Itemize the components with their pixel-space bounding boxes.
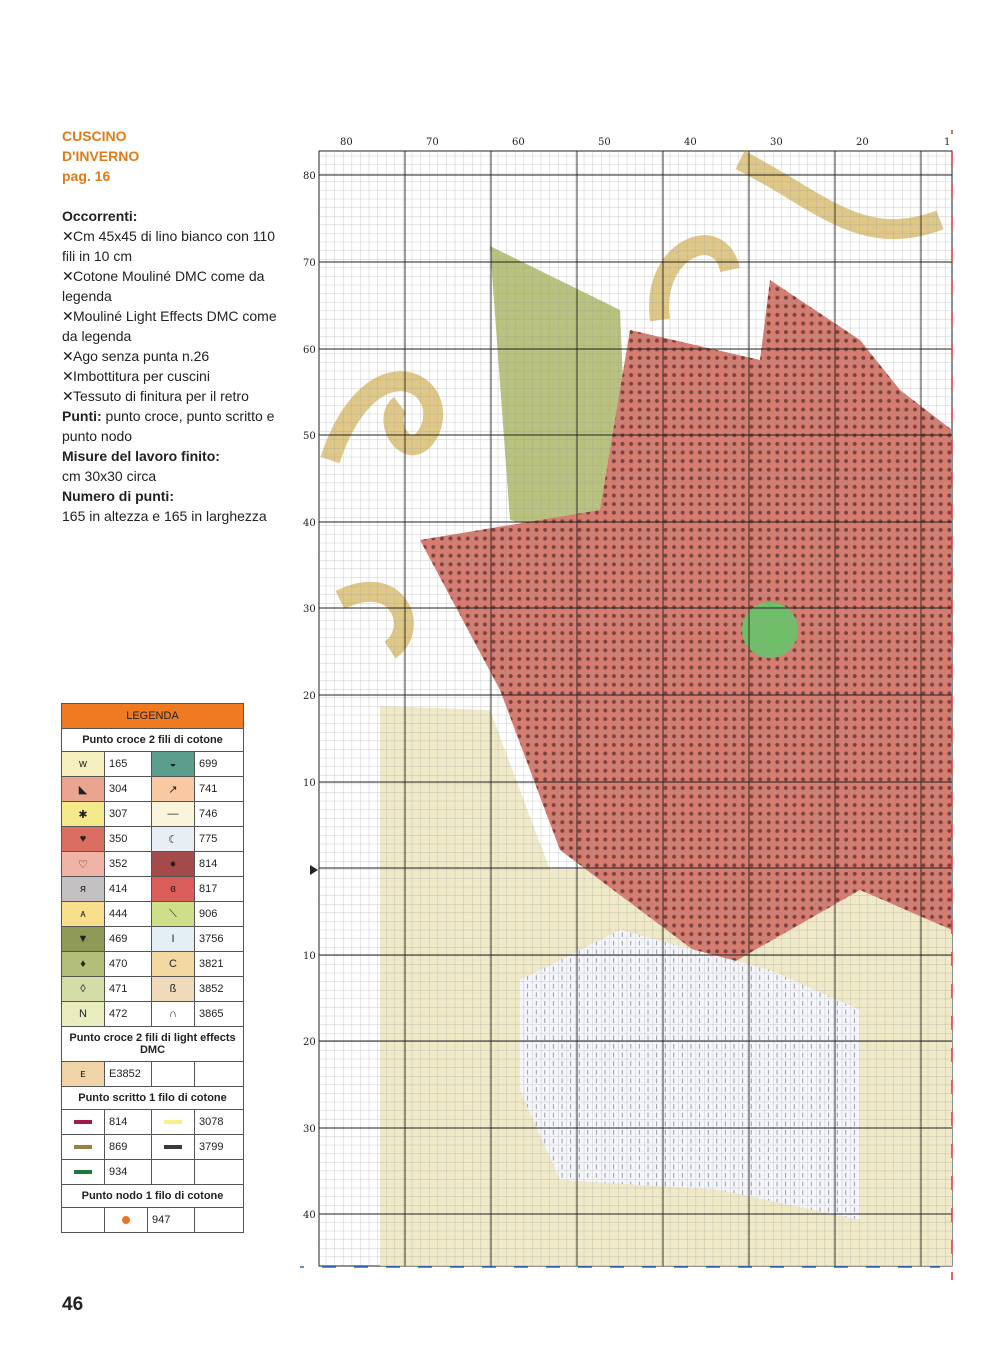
thread-number	[195, 1062, 242, 1086]
material-item: ✕Cm 45x45 di lino bianco con 110 fili in 10 cm	[62, 228, 276, 264]
thread-number: 741	[199, 783, 218, 795]
center-arrow-icon	[310, 865, 318, 875]
col-label: 20	[856, 137, 869, 148]
thread-number: 3078	[199, 1116, 224, 1128]
material-item: ✕Mouliné Light Effects DMC come da legenda	[62, 308, 277, 344]
thread-number: 775	[199, 833, 218, 845]
legend-row	[62, 877, 243, 902]
color-swatch	[62, 1135, 105, 1159]
thread-number: 869	[105, 1135, 152, 1159]
row-label: 40	[303, 518, 316, 529]
color-swatch: ⟍	[152, 902, 195, 926]
color-swatch: ◒	[152, 752, 195, 776]
material-item: ✕Tessuto di finitura per il retro	[62, 388, 249, 404]
legend-title: LEGENDA	[62, 704, 243, 729]
page-number: 46	[62, 1294, 84, 1315]
thread-number: 3756	[199, 933, 224, 945]
count-label: Numero di punti:	[62, 488, 174, 504]
color-swatch: ◣	[62, 777, 105, 801]
col-label: 1	[944, 137, 951, 148]
color-swatch: ◊	[62, 977, 105, 1001]
legend-row	[62, 1002, 243, 1026]
color-swatch: I	[152, 927, 195, 951]
col-label: 60	[512, 137, 525, 148]
row-label: 20	[303, 1037, 316, 1048]
backstitch-line-icon	[74, 1145, 92, 1149]
legend-row	[62, 952, 243, 977]
legend-section-light: Punto croce 2 fili di light effects DMC	[62, 1026, 243, 1062]
material-item: ✕Imbottitura per cuscini	[62, 368, 210, 384]
color-swatch	[152, 1110, 195, 1134]
color-swatch: ß	[152, 977, 195, 1001]
thread-number: 444	[105, 902, 152, 926]
color-swatch: ✱	[62, 802, 105, 826]
title-line-2: D'INVERNO	[62, 148, 140, 164]
thread-number: 817	[199, 883, 218, 895]
color-swatch: w	[62, 752, 105, 776]
color-swatch	[152, 1135, 195, 1159]
row-label: 30	[303, 1124, 316, 1135]
legend-row	[62, 1062, 243, 1086]
count-value: 165 in altezza e 165 in larghezza	[62, 508, 267, 524]
thread-number: 470	[105, 952, 152, 976]
cross-bullet-icon: ✕	[62, 368, 74, 384]
title-line-1: CUSCINO	[62, 128, 127, 144]
legend-row	[62, 1110, 243, 1135]
color-swatch: ɞ	[152, 877, 195, 901]
color-swatch	[62, 1110, 105, 1134]
thread-number: 947	[148, 1208, 195, 1232]
thread-number: 472	[105, 1002, 152, 1026]
thread-number: 307	[105, 802, 152, 826]
cross-bullet-icon: ✕	[62, 268, 74, 284]
thread-number: 699	[199, 758, 218, 770]
legend-row	[62, 827, 243, 852]
thread-number: 746	[199, 808, 218, 820]
thread-number: 352	[105, 852, 152, 876]
color-swatch: —	[152, 802, 195, 826]
color-swatch: ☾	[152, 827, 195, 851]
col-label: 70	[426, 137, 439, 148]
materials-block	[62, 206, 292, 526]
legend-row	[62, 1135, 243, 1160]
backstitch-line-icon	[164, 1145, 182, 1149]
row-label: 30	[303, 604, 316, 615]
thread-number: 906	[199, 908, 218, 920]
color-swatch: ♦	[62, 952, 105, 976]
knot-dot-icon	[122, 1216, 130, 1224]
legend-row	[62, 752, 243, 777]
thread-number: 414	[105, 877, 152, 901]
col-label: 80	[340, 137, 353, 148]
color-swatch: ᴀ	[62, 902, 105, 926]
thread-number: 350	[105, 827, 152, 851]
row-label: 70	[303, 258, 316, 269]
legend-row	[62, 802, 243, 827]
color-swatch	[62, 1160, 105, 1184]
cross-bullet-icon: ✕	[62, 348, 74, 364]
row-label: 10	[303, 951, 316, 962]
legend-section-backstitch: Punto scritto 1 filo di cotone	[62, 1086, 243, 1110]
thread-number	[195, 1208, 242, 1232]
thread-number: 3799	[199, 1141, 224, 1153]
color-swatch: ∩	[152, 1002, 195, 1026]
color-swatch: ᴇ	[62, 1062, 105, 1086]
col-label: 30	[770, 137, 783, 148]
row-label: 80	[303, 171, 316, 182]
color-swatch: ▼	[62, 927, 105, 951]
color-swatch: ↗	[152, 777, 195, 801]
cross-bullet-icon: ✕	[62, 388, 74, 404]
color-swatch	[152, 1062, 195, 1086]
thread-number	[195, 1160, 242, 1184]
row-label: 40	[303, 1210, 316, 1221]
color-swatch: ♡	[62, 852, 105, 876]
legend-row	[62, 852, 243, 877]
color-swatch: ♥	[62, 827, 105, 851]
color-swatch: ●	[152, 852, 195, 876]
color-swatch: ᴙ	[62, 877, 105, 901]
legend-row	[62, 1208, 243, 1232]
color-swatch: C	[152, 952, 195, 976]
backstitch-line-icon	[164, 1120, 182, 1124]
legend-row	[62, 777, 243, 802]
material-item: ✕Ago senza punta n.26	[62, 348, 210, 364]
title-page-ref: pag. 16	[62, 168, 111, 184]
thread-number: 469	[105, 927, 152, 951]
cross-bullet-icon: ✕	[62, 228, 74, 244]
legend-row	[62, 1160, 243, 1184]
color-swatch	[105, 1208, 148, 1232]
legend-row	[62, 902, 243, 927]
thread-number: 934	[105, 1160, 152, 1184]
pattern-title	[62, 126, 139, 186]
row-label: 10	[303, 778, 316, 789]
thread-number: 3852	[199, 983, 224, 995]
col-label: 40	[684, 137, 697, 148]
thread-number: 3821	[199, 958, 224, 970]
materials-heading: Occorrenti:	[62, 208, 138, 224]
thread-number: 471	[105, 977, 152, 1001]
size-value: cm 30x30 circa	[62, 468, 157, 484]
cross-bullet-icon: ✕	[62, 308, 74, 324]
color-swatch	[152, 1160, 195, 1184]
legend-table	[61, 703, 244, 1233]
thread-number: 165	[105, 752, 152, 776]
thread-number: E3852	[105, 1062, 152, 1086]
backstitch-line-icon	[74, 1170, 92, 1174]
thread-number: 814	[105, 1110, 152, 1134]
backstitch-line-icon	[74, 1120, 92, 1124]
thread-number: 814	[199, 858, 218, 870]
row-label: 50	[303, 431, 316, 442]
stitches-line: Punti: punto croce, punto scritto e punto nodo	[62, 408, 275, 444]
col-label: 50	[598, 137, 611, 148]
color-swatch	[62, 1208, 105, 1232]
legend-row	[62, 977, 243, 1002]
material-item: ✕Cotone Mouliné DMC come da legenda	[62, 268, 265, 304]
thread-number: 304	[105, 777, 152, 801]
legend-row	[62, 927, 243, 952]
color-swatch: N	[62, 1002, 105, 1026]
legend-section-cross: Punto croce 2 fili di cotone	[62, 729, 243, 752]
row-label: 20	[303, 691, 316, 702]
legend-section-knot: Punto nodo 1 filo di cotone	[62, 1184, 243, 1208]
thread-number: 3865	[199, 1008, 224, 1020]
row-label: 60	[303, 345, 316, 356]
size-label: Misure del lavoro finito:	[62, 448, 220, 464]
cross-stitch-chart	[300, 130, 960, 1280]
